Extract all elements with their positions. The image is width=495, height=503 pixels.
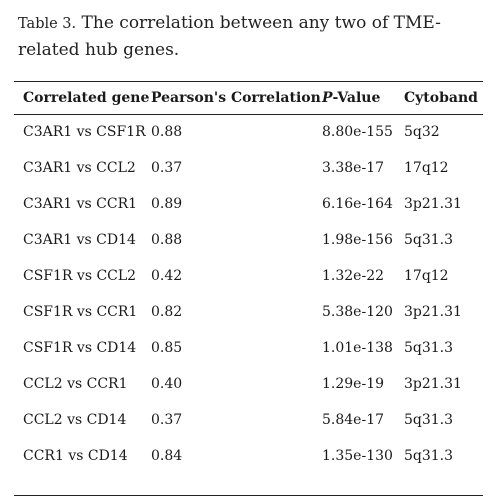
cell-correlated-gene: C3AR1 vs CD14	[23, 232, 136, 248]
cell-p-value: 6.16e-164	[322, 196, 393, 212]
cell-pearson-correlation: 0.37	[151, 412, 183, 428]
cell-p-value: 1.98e-156	[322, 232, 393, 248]
table-row	[14, 150, 483, 186]
cell-pearson-correlation: 0.85	[151, 340, 183, 356]
table-row	[14, 186, 483, 222]
table-row	[14, 402, 483, 438]
table-header-row	[14, 82, 483, 114]
cell-correlated-gene: CCR1 vs CD14	[23, 448, 128, 464]
cell-p-value: 1.29e-19	[322, 376, 385, 392]
cell-cytoband: 5q31.3	[404, 340, 454, 356]
cell-pearson-correlation: 0.82	[151, 304, 183, 320]
cell-pearson-correlation: 0.89	[151, 196, 183, 212]
header-cytoband: Cytoband	[404, 90, 478, 106]
table-row	[14, 258, 483, 294]
table-bottom-rule	[14, 495, 483, 496]
table-caption	[18, 10, 483, 63]
table-row	[14, 330, 483, 366]
cell-pearson-correlation: 0.42	[151, 268, 183, 284]
table-row	[14, 366, 483, 402]
cell-cytoband: 3p21.31	[404, 376, 462, 392]
table-title: The correlation between any two of TME-related hub genes.	[18, 13, 441, 60]
cell-pearson-correlation: 0.37	[151, 160, 183, 176]
table-row	[14, 114, 483, 150]
cell-correlated-gene: CCL2 vs CCR1	[23, 376, 128, 392]
cell-p-value: 5.84e-17	[322, 412, 385, 428]
cell-p-value: 1.01e-138	[322, 340, 393, 356]
cell-correlated-gene: C3AR1 vs CCL2	[23, 160, 136, 176]
cell-cytoband: 5q31.3	[404, 412, 454, 428]
cell-pearson-correlation: 0.40	[151, 376, 183, 392]
cell-cytoband: 5q31.3	[404, 448, 454, 464]
header-p-value	[322, 82, 404, 114]
cell-cytoband: 3p21.31	[404, 304, 462, 320]
cell-pearson-correlation: 0.88	[151, 124, 183, 140]
table-row	[14, 438, 483, 474]
cell-correlated-gene: CSF1R vs CCR1	[23, 304, 138, 320]
table-row	[14, 222, 483, 258]
cell-p-value: 8.80e-155	[322, 124, 393, 140]
cell-p-value: 3.38e-17	[322, 160, 385, 176]
header-p-value-italic: P	[322, 90, 333, 106]
table-row	[14, 294, 483, 330]
cell-correlated-gene: CSF1R vs CD14	[23, 340, 137, 356]
table-body	[14, 114, 483, 474]
cell-cytoband: 5q31.3	[404, 232, 454, 248]
header-p-value-suffix: -Value	[332, 90, 381, 106]
cell-cytoband: 17q12	[404, 160, 449, 176]
cell-p-value: 5.38e-120	[322, 304, 393, 320]
header-pearson-correlation: Pearson's Correlation	[151, 90, 321, 106]
cell-pearson-correlation: 0.88	[151, 232, 183, 248]
table-label: Table 3.	[18, 16, 77, 32]
header-correlated-gene: Correlated gene	[23, 90, 150, 106]
cell-p-value: 1.32e-22	[322, 268, 385, 284]
cell-p-value: 1.35e-130	[322, 448, 393, 464]
cell-correlated-gene: CSF1R vs CCL2	[23, 268, 137, 284]
cell-correlated-gene: C3AR1 vs CSF1R	[23, 124, 146, 140]
cell-correlated-gene: CCL2 vs CD14	[23, 412, 127, 428]
correlation-table	[14, 82, 483, 474]
cell-correlated-gene: C3AR1 vs CCR1	[23, 196, 138, 212]
cell-cytoband: 17q12	[404, 268, 449, 284]
cell-pearson-correlation: 0.84	[151, 448, 183, 464]
cell-cytoband: 3p21.31	[404, 196, 462, 212]
cell-cytoband: 5q32	[404, 124, 440, 140]
